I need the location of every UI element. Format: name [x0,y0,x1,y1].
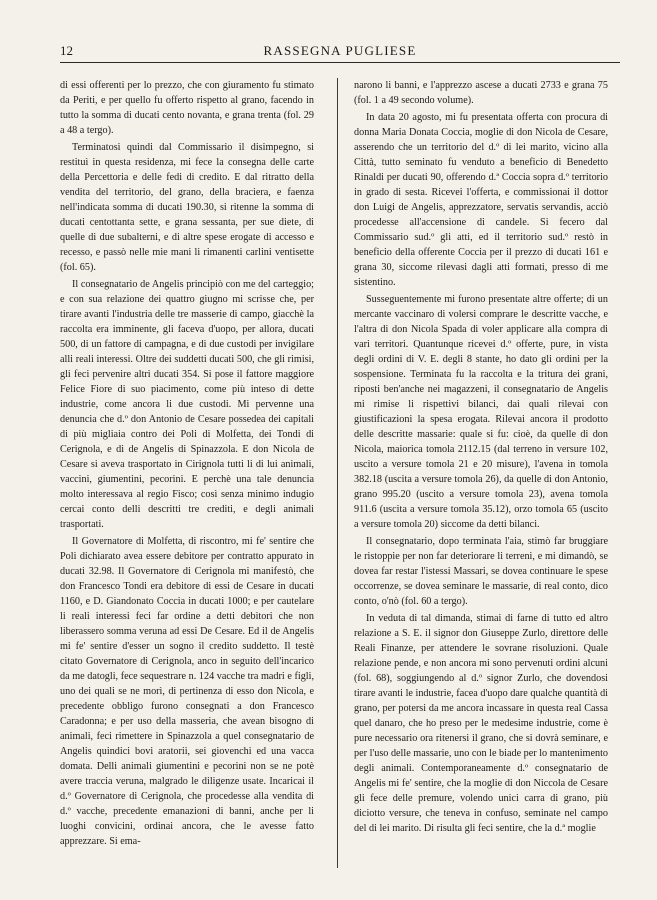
paragraph: Susseguentemente mi furono presentate altre offerte; di un mercante vaccinaro di volersi comprare le descritte vacche, e l'altra di don Nicola Spada di voler applicare alla compra di vari territori. Quantunque ricevei d.º offerte, pure, in vista degli ordini di V. E. degli 8 stante, ho dato gli ordini per la sospensione. Terminata fu la raccolta e la tritura dei grani, riposti ben'anche nei magazzeni, il consegnatario de Angelis mi rimise li rispettivi bilanci, dai quali rilevai con giustificazioni la spesa erogata. Rilevai ancora il prodotto delle descritte massarie: quale si fu: cioè, da quelle di don Nicola, maiorica tomola 2112.15 (dal terreno in versure 102, uscito a versure tomola 21 e 20 misure), l'avena in tomola 382.18 (uscita a versure tomola 26), da quelle di don Antonio, grano 995.20 (uscito a versure tomola 23), avena tomola 911.6 (uscita a versure tomola 35.12), orzo tomola 65 (uscito a versure tomola 20) siccome da detti bilanci. [354,294,608,530]
column-divider [337,78,338,868]
page-header [60,40,620,63]
running-title: RASSEGNA PUGLIESE [263,43,417,58]
right-column [354,78,608,836]
paragraph: Terminatosi quindi dal Commissario il disimpegno, si restituì in questa residenza, mi fece la consegna delle carte della Percettoria e delle fedi di credito. E dal ritratto della vendita del territorio, del grano, della braciera, e faenza nell'indicata somma di ducati 190.30, si ritenne la somma di ducati centottanta sette, e grana sessanta, per sue diete, di quelle di due subalterni, e di altre spese erogate di accesso e recesso, e passò nelle mie mani li rimanenti carlini ventisette (fol. 65). [60,142,314,273]
paragraph: di essi offerenti per lo prezzo, che con giuramento fu stimato da Periti, e per quello fu offerto rispetto al grano, facendo in tutto la somma di ducati cento novanta, e grana trenta (fol. 29 a 48 a tergo). [60,80,314,136]
paragraph: Il consegnatario, dopo terminata l'aia, stimò far bruggiare le ristoppie per non far deteriorare li terreni, e mi dimandò, se dovea far restar l'istessi Massari, se dovea continuare le spese occorrenze, se dovea seminare le massarie, di real conto, dico conto, o'nò (fol. 60 a tergo). [354,536,608,607]
paragraph: Il consegnatario de Angelis principiò con me del carteggio; e con sua relazione dei quattro giugno mi scrisse che, per tirare avanti l'industria delle tre masserie di campo, giacchè la raccolta era imminente, gli faceva d'uopo, per allora, ducati 500, di un fattore di campagna, e di due custodi per invigilare alli reali interessi. Oltre dei suddetti ducati 500, che gli rimisi, gli feci pervenire altri ducati 354. Si pose il fattore maggiore Felice Fiore di suo piacimento, come più inteso di dette industrie, come ancora li due custodi. Mi pervenne una denuncia che d.º don Antonio de Cesare possedea dei capitali di più migliaia contro dei Poli di Molfetta, dei Tondi di Cerignola, e di de Angelis di Spinazzola. E don Nicola de Cesare si aveva trasportato in Cirignola tutti li di lui animali, vaccini, giumentini, pecorini. E perchè una tale denuncia molto interessava al regio Fisco; così senza minimo indugio cercai conto delli descritti tre crediti, e degli animali trasportati. [60,279,314,530]
page-number: 12 [60,43,73,58]
paragraph: In veduta di tal dimanda, stimai di farne di tutto ed altro relazione a S. E. il signor don Giuseppe Zurlo, direttore delle Reali Finanze, per attendere le sovrane risoluzioni. Quale relazione pende, e non ancora mi sono pervenuti ordini alcuni (fol. 68), soggiungendo al d.º signor Zurlo, che dovendosi tirare avanti le industrie, facea d'uopo dare qualche quantità di grano, per potersi da me ancora incassare in questa real Cassa quel danaro, che ho preso per le medesime industrie, come è pure necessario ora ritenersi il grano, che si dovrà seminare, e per l'uso delle massarie, uno con le biade per lo mantenimento degli animali. Contemporaneamente d.º consegnatario de Angelis mi fe' sentire, che la moglie di don Niccola de Cesare gli fece delle premure, volendo unici carra di grano, più diciotto versure, che teneva in confuso, seminate nel campo del di lei marito. Di risulta gli feci sentire, che la d.ª moglie [354,613,608,834]
paragraph: Il Governatore di Molfetta, di riscontro, mi fe' sentire che Poli dichiarato avea essere debitore per contratto appurato in ducati 32.98. Il Governatore di Cerignola mi manifestò, che don Francesco Tondi era debitore di essi de Cesare in ducati 1160, e D. Giandonato Coccia in ducati 1000; e per cautelare li reali interessi feci far ordine a detti debitori che non liberassero somma veruna ad essi De Cesare. Ed il de Angelis mi fe' sentire d'esser un sogno il credito suddetto. Il testè citato Governatore di Cerignola, anco in seguito dell'incarico da me datogli, fece sequestrare n. 124 vacche tra madri e figli, uno dei quali se ne morì, di pertinenza di esso don Nicola, e precedente obbligo furono consegnati a don Francesco Caradonna; e per uso della masseria, che avean bisogno di animali, feci rimettere in Spinazzola a quel consegnatario de Angelis quindici bovi aratorii, sei giovenchi ed una vacca domata. Delli animali giumentini e pecorini non se ne potè avere traccia veruna, malgrado le diligenze usate. Incaricai il d.º Governatore di Cerignola, che procedesse alla vendita di d.º vacche, precedente emanazioni di banni, anche per li luoghi convicini, ordinai ancora, che le avesse fatto apprezzare. Si ema- [60,536,314,847]
paragraph: narono li banni, e l'apprezzo ascese a ducati 2733 e grana 75 (fol. 1 a 49 secondo volume). [354,80,608,106]
paragraph: In data 20 agosto, mi fu presentata offerta con procura di donna Maria Donata Coccia, moglie di don Nicola de Cesare, asserendo che un territorio del d.º di lei marito, vicino alla Città, tutto seminato fu venduto a beneficio di Benedetto Rinaldi per ducati 90, offerendo d.ª Coccia sopra d.º territorio in grado di sesta. Ricevei l'offerta, e commissionai il dottor don Luigi de Angelis, apprezzatore, servatis servandis, acciò procedesse all'accensione di candele. Si fecero dal Commissario sud.º gli atti, ed il territorio sud.º restò in beneficio della offerente Coccia per il prezzo di ducati 161 e grana 30, siccome rilevasi dagli atti formati, presso di me sistentino. [354,112,608,288]
left-column [60,78,314,849]
